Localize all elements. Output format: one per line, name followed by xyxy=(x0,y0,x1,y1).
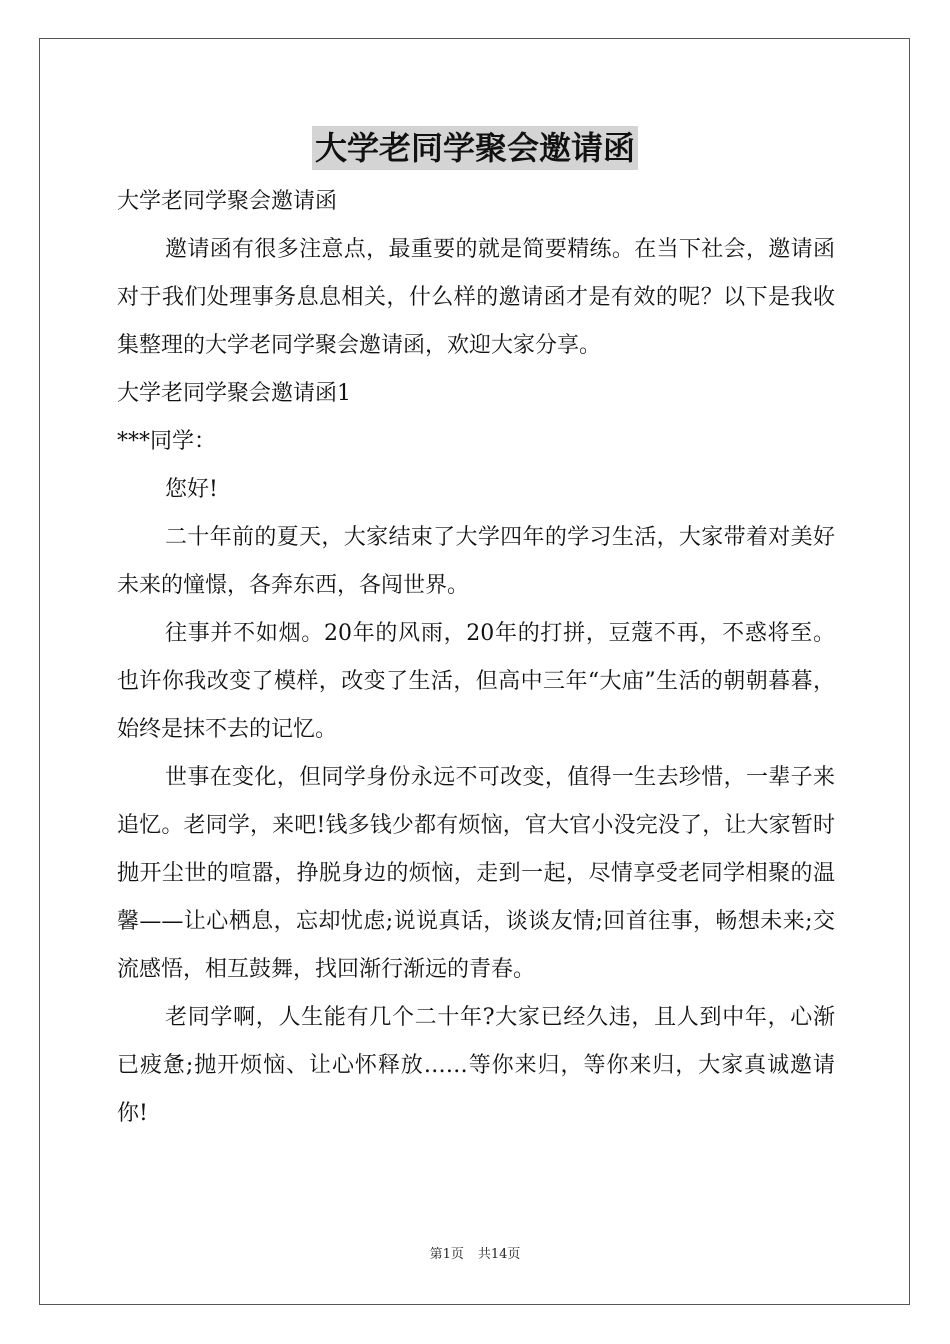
body-paragraph: 老同学啊，人生能有几个二十年?大家已经久违，且人到中年，心渐已疲惫;抛开烦恼、让心怀释放……等你来归，等你来归，大家真诚邀请你! xyxy=(117,1005,835,1126)
body-paragraph: 往事并不如烟。20年的风雨，20年的打拼，豆蔻不再，不惑将至。也许你我改变了模样，改变了生活，但高中三年“大庙”生活的朝朝暮暮，始终是抹不去的记忆。 xyxy=(117,621,835,742)
page-number: 第1页 xyxy=(429,1247,464,1262)
section-heading: 大学老同学聚会邀请函1 xyxy=(117,381,351,406)
intro-paragraph: 邀请函有很多注意点，最重要的就是简要精练。在当下社会，邀请函对于我们处理事务息息相关，什么样的邀请函才是有效的呢？以下是我收集整理的大学老同学聚会邀请函，欢迎大家分享。 xyxy=(117,237,835,358)
document-title: 大学老同学聚会邀请函 xyxy=(312,126,638,170)
salutation: ***同学： xyxy=(117,429,217,454)
title-area xyxy=(0,126,950,170)
document-body xyxy=(117,178,835,1138)
total-pages: 共14页 xyxy=(477,1247,521,1262)
body-paragraph: 世事在变化，但同学身份永远不可改变，值得一生去珍惜，一辈子来追忆。老同学，来吧!钱多钱少都有烦恼，官大官小没完没了，让大家暂时抛开尘世的喧嚣，挣脱身边的烦恼，走到一起，尽情享受老同学相聚的温馨——让心栖息，忘却忧虑;说说真话，谈谈友情;回首往事，畅想未来;交流感悟，相互鼓舞，找回渐行渐远的青春。 xyxy=(117,765,835,982)
greeting: 您好! xyxy=(165,477,218,502)
subtitle-paragraph: 大学老同学聚会邀请函 xyxy=(117,189,338,214)
body-paragraph: 二十年前的夏天，大家结束了大学四年的学习生活，大家带着对美好未来的憧憬，各奔东西，各闯世界。 xyxy=(117,525,835,598)
page-footer xyxy=(0,1245,950,1265)
